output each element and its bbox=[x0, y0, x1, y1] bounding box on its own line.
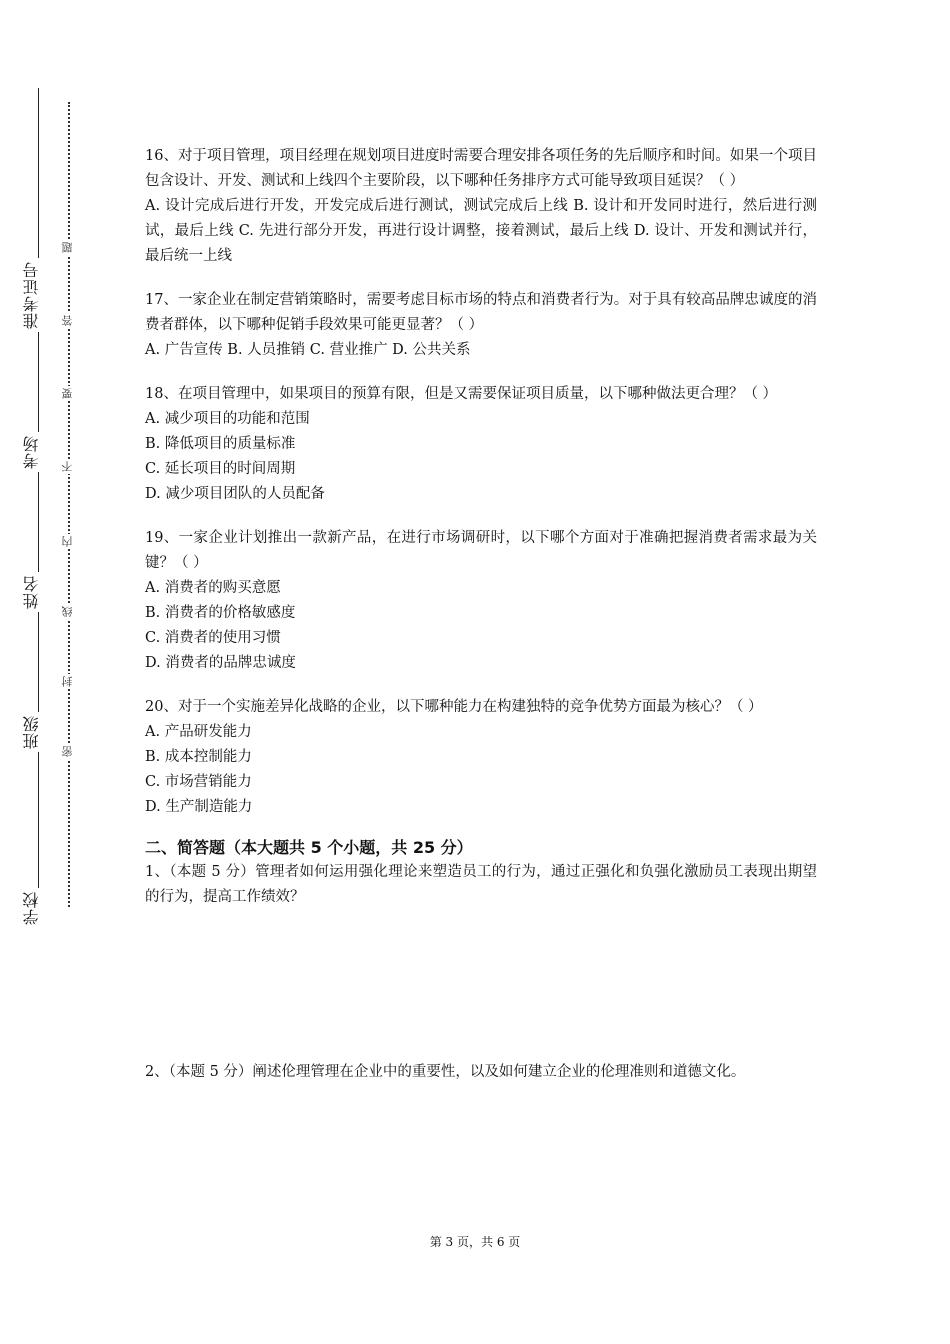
question-stem: 20、对于一个实施差异化战略的企业，以下哪种能力在构建独特的竞争优势方面最为核心？（ ） bbox=[145, 699, 763, 715]
seal-char: 题 bbox=[61, 242, 74, 253]
question-stem: 18、在项目管理中，如果项目的预算有限，但是又需要保证项目质量，以下哪种做法更合理？（ ） bbox=[145, 386, 778, 402]
question-16 bbox=[145, 144, 817, 269]
question-stem: 16、对于项目管理，项目经理在规划项目进度时需要合理安排各项任务的先后顺序和时间。如果一个项目包含设计、开发、测试和上线四个主要阶段，以下哪种任务排序方式可能导致项目延误？（ ） bbox=[145, 148, 817, 189]
option-a: A. 产品研发能力 bbox=[145, 724, 252, 740]
seal-char: 要 bbox=[61, 388, 74, 399]
question-options: A. 广告宣传 B. 人员推销 C. 营业推广 D. 公共关系 bbox=[145, 342, 471, 358]
option-a: A. 减少项目的功能和范围 bbox=[145, 411, 310, 427]
seal-char: 内 bbox=[61, 536, 74, 547]
option-c: C. 消费者的使用习惯 bbox=[145, 630, 281, 646]
binding-margin bbox=[0, 0, 110, 1344]
option-d: D. 消费者的品牌忠诚度 bbox=[145, 655, 296, 671]
option-b: B. 消费者的价格敏感度 bbox=[145, 605, 296, 621]
label-school: 学校 bbox=[20, 888, 43, 928]
option-b: B. 降低项目的质量标准 bbox=[145, 436, 296, 452]
seal-char: 线 bbox=[61, 606, 74, 617]
option-d: D. 减少项目团队的人员配备 bbox=[145, 486, 325, 502]
short-answer-2: 2、（本题 5 分）阐述伦理管理在企业中的重要性，以及如何建立企业的伦理准则和道德文化。 bbox=[145, 1064, 746, 1080]
page-footer: 第 3 页，共 6 页 bbox=[429, 1235, 521, 1249]
exam-content bbox=[145, 144, 817, 1085]
binding-solid-line bbox=[38, 88, 39, 926]
seal-char: 封 bbox=[61, 676, 74, 687]
option-a: A. 消费者的购买意愿 bbox=[145, 580, 281, 596]
question-18 bbox=[145, 382, 817, 507]
label-name: 姓名 bbox=[20, 572, 43, 612]
short-answer-1: 1、（本题 5 分）管理者如何运用强化理论来塑造员工的行为，通过正强化和负强化激励员工表现出期望的行为，提高工作绩效？ bbox=[145, 864, 817, 905]
question-17 bbox=[145, 288, 817, 363]
answer-space bbox=[145, 910, 817, 1060]
label-class: 班级 bbox=[20, 712, 43, 752]
option-c: C. 市场营销能力 bbox=[145, 774, 252, 790]
section-title-short-answer: 二、简答题（本大题共 5 个小题，共 25 分） bbox=[145, 838, 473, 857]
option-b: B. 成本控制能力 bbox=[145, 749, 252, 765]
option-d: D. 生产制造能力 bbox=[145, 799, 253, 815]
question-stem: 17、一家企业在制定营销策略时，需要考虑目标市场的特点和消费者行为。对于具有较高品牌忠诚度的消费者群体，以下哪种促销手段效果可能更显著？（ ） bbox=[145, 292, 817, 333]
seal-char: 不 bbox=[61, 461, 74, 472]
option-c: C. 延长项目的时间周期 bbox=[145, 461, 296, 477]
question-stem: 19、一家企业计划推出一款新产品，在进行市场调研时，以下哪个方面对于准确把握消费者需求最为关键？（ ） bbox=[145, 530, 817, 571]
binding-dotted-line bbox=[68, 102, 70, 907]
seal-char: 密 bbox=[61, 746, 74, 757]
question-20 bbox=[145, 695, 817, 820]
seal-char: 答 bbox=[61, 315, 74, 326]
question-19 bbox=[145, 526, 817, 676]
label-ticket-number: 准考证号 bbox=[20, 258, 43, 332]
label-exam-room: 考场 bbox=[20, 432, 43, 472]
question-options: A. 设计完成后进行开发，开发完成后进行测试，测试完成后上线 B. 设计和开发同时进行，然后进行测试，最后上线 C. 先进行部分开发，再进行设计调整，接着测试，最后上线 D. 设计、开发和测试并行，最后统一上线 bbox=[145, 198, 817, 264]
